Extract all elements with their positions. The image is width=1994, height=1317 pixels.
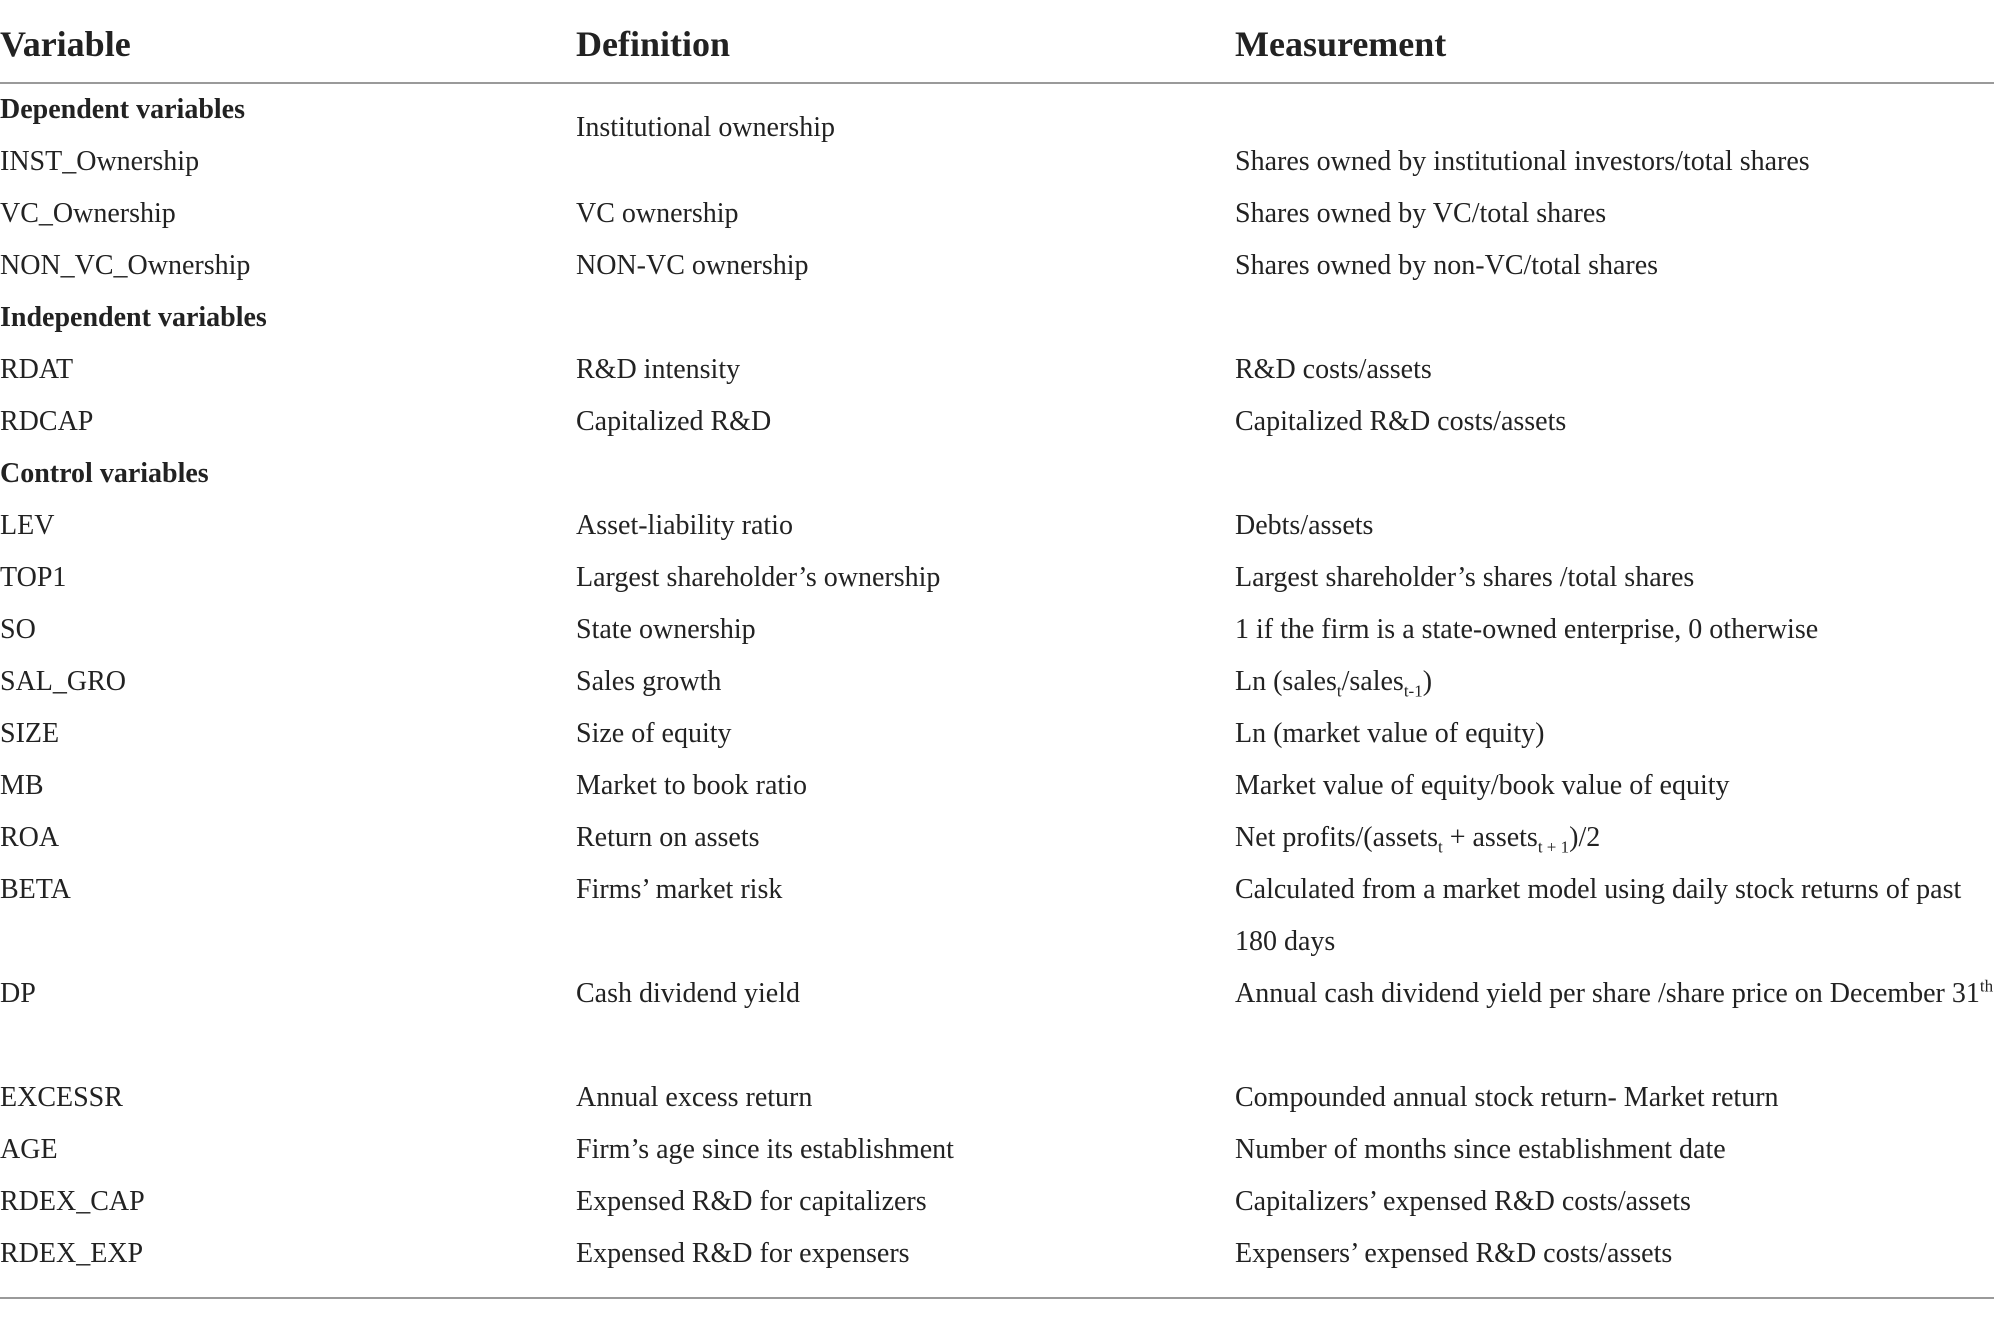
section-independent [0, 292, 1994, 344]
variable-cell: INST_Ownership [0, 146, 200, 177]
section-control [0, 448, 1994, 500]
measurement-cell: Number of months since establishment date [1235, 1134, 1726, 1165]
variable-cell: TOP1 [0, 562, 67, 593]
definition-cell: Largest shareholder’s ownership [576, 562, 941, 593]
table-row [0, 968, 1994, 1072]
variable-cell: MB [0, 770, 44, 801]
table-row [0, 812, 1994, 864]
measurement-cell: Shares owned by non-VC/total shares [1235, 250, 1659, 281]
variable-cell: DP [0, 978, 36, 1009]
definition-cell: Market to book ratio [576, 770, 807, 801]
measurement-text: Net profits/(assets [1235, 822, 1438, 853]
variable-cell: AGE [0, 1134, 58, 1165]
measurement-text: Ln (sales [1235, 666, 1337, 697]
measurement-cell: R&D costs/assets [1235, 354, 1432, 385]
definition-cell: Firm’s age since its establishment [576, 1134, 954, 1165]
variable-cell: SAL_GRO [0, 666, 127, 697]
measurement-cell: Debts/assets [1235, 510, 1374, 541]
variable-cell: RDEX_CAP [0, 1186, 145, 1217]
definition-cell: Size of equity [576, 718, 732, 749]
variable-cell: BETA [0, 874, 71, 905]
measurement-cell: Calculated from a market model using daily stock returns of past 180 days [1235, 874, 1962, 957]
table-row [0, 604, 1994, 656]
variable-cell: SIZE [0, 718, 60, 749]
measurement-cell [1235, 656, 1432, 708]
definition-cell: NON-VC ownership [576, 250, 809, 281]
variable-cell: EXCESSR [0, 1082, 123, 1113]
subscript: t-1 [1403, 681, 1423, 701]
definition-cell: Firms’ market risk [576, 874, 783, 905]
table-row [0, 188, 1994, 240]
table-row [0, 708, 1994, 760]
definition-cell: State ownership [576, 614, 756, 645]
table-row [0, 1176, 1994, 1228]
definition-cell: Annual excess return [576, 1082, 813, 1113]
measurement-cell: 1 if the firm is a state-owned enterprise, 0 otherwise [1235, 614, 1819, 645]
table-row [0, 1228, 1994, 1280]
variable-cell: ROA [0, 822, 60, 853]
superscript: th [1979, 976, 1994, 996]
table-row [0, 112, 1994, 188]
measurement-text: )/2 [1569, 822, 1601, 853]
definition-cell: Capitalized R&D [576, 406, 772, 437]
measurement-cell: Capitalizers’ expensed R&D costs/assets [1235, 1186, 1691, 1217]
subscript: t [1437, 837, 1443, 857]
table-row [0, 656, 1994, 708]
table-row [0, 240, 1994, 292]
measurement-cell: Shares owned by institutional investors/total shares [1235, 146, 1810, 177]
variable-cell: RDEX_EXP [0, 1238, 144, 1269]
variable-cell: SO [0, 614, 36, 645]
measurement-cell: Market value of equity/book value of equity [1235, 770, 1730, 801]
table-row [0, 396, 1994, 448]
definition-cell: R&D intensity [576, 354, 741, 385]
definition-cell: Cash dividend yield [576, 978, 800, 1009]
measurement-text: /sales [1341, 666, 1404, 697]
measurement-cell [1235, 812, 1600, 864]
measurement-text: Annual cash dividend yield per share /share price on December 31 [1235, 978, 1980, 1009]
table-bottom-rule [0, 1297, 1994, 1299]
section-label: Dependent variables [0, 94, 245, 125]
section-label: Independent variables [0, 302, 267, 333]
measurement-cell: Largest shareholder’s shares /total shares [1235, 562, 1695, 593]
table-header [0, 0, 1994, 84]
variable-cell: NON_VC_Ownership [0, 250, 251, 281]
definition-cell: Institutional ownership [576, 112, 835, 143]
section-dependent [0, 84, 1994, 136]
definition-cell: Return on assets [576, 822, 760, 853]
header-variable: Variable [0, 24, 131, 64]
variable-cell: VC_Ownership [0, 198, 176, 229]
definition-cell: VC ownership [576, 198, 739, 229]
table-row [0, 500, 1994, 552]
definition-cell: Sales growth [576, 666, 722, 697]
table-row [0, 864, 1994, 968]
variable-cell: LEV [0, 510, 55, 541]
subscript: t [1336, 681, 1342, 701]
table-row [0, 1124, 1994, 1176]
header-definition: Definition [576, 24, 731, 64]
measurement-cell: Capitalized R&D costs/assets [1235, 406, 1567, 437]
measurement-cell: Expensers’ expensed R&D costs/assets [1235, 1238, 1673, 1269]
table-row [0, 1072, 1994, 1124]
measurement-cell [1235, 968, 1994, 1020]
definition-cell: Expensed R&D for expensers [576, 1238, 910, 1269]
header-measurement: Measurement [1235, 24, 1447, 64]
measurement-cell: Compounded annual stock return- Market return [1235, 1082, 1779, 1113]
measurement-cell: Shares owned by VC/total shares [1235, 198, 1607, 229]
table-row [0, 552, 1994, 604]
table-row [0, 760, 1994, 812]
section-label: Control variables [0, 458, 209, 489]
definition-cell: Asset-liability ratio [576, 510, 793, 541]
measurement-cell: Ln (market value of equity) [1235, 718, 1545, 749]
measurement-text: ) [1422, 666, 1433, 697]
measurement-text: + assets [1442, 822, 1538, 853]
table-row [0, 344, 1994, 396]
subscript: t + 1 [1537, 837, 1570, 857]
variable-cell: RDCAP [0, 406, 94, 437]
variable-cell: RDAT [0, 354, 74, 385]
definition-cell: Expensed R&D for capitalizers [576, 1186, 927, 1217]
